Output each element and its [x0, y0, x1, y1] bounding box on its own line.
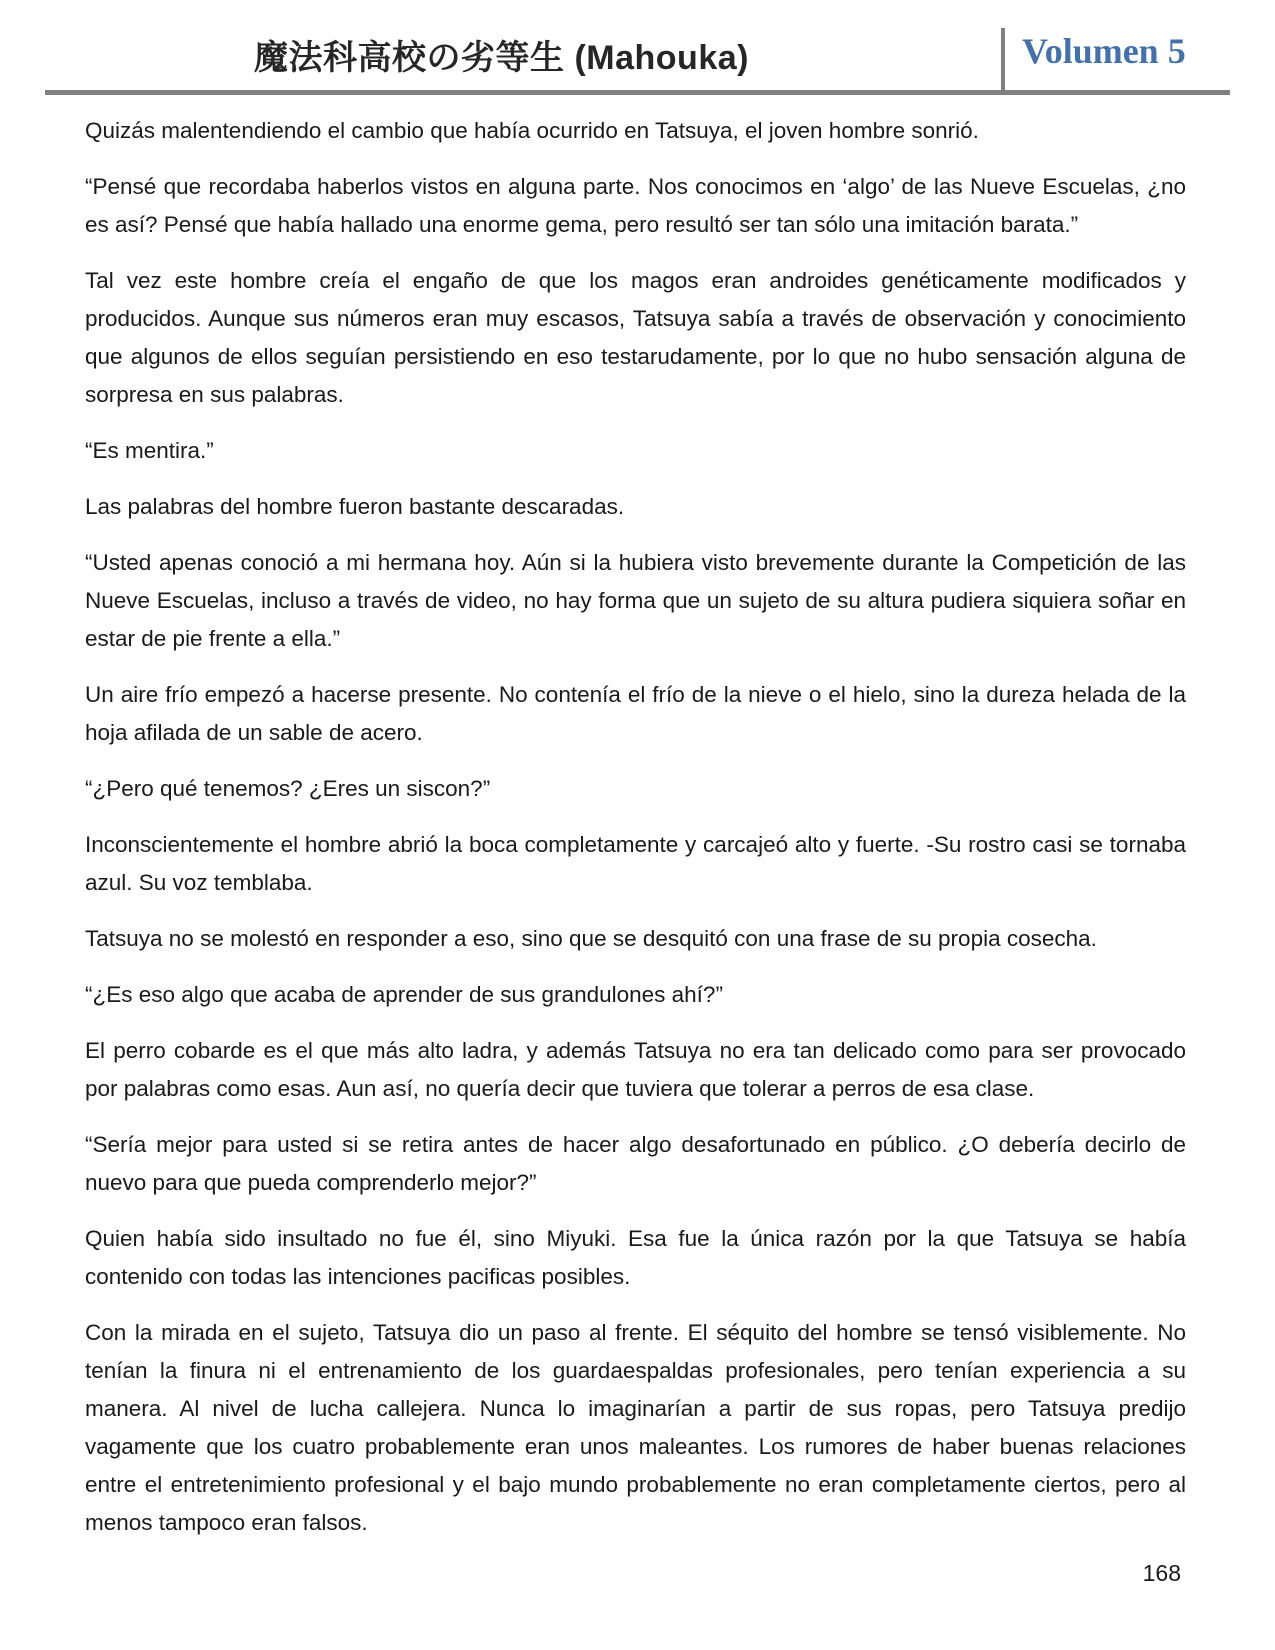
body-paragraph: El perro cobarde es el que más alto ladra, y además Tatsuya no era tan delicado como para ser provocado por palabras como esas. Aun así, no quería decir que tuviera que tolerar a perros de esa clase. [85, 1038, 1186, 1101]
body-paragraph: Con la mirada en el sujeto, Tatsuya dio un paso al frente. El séquito del hombre se tensó visiblemente. No tenían la finura ni el entrenamiento de los guardaespaldas profesionales, pero tenían experiencia a su manera. Al nivel de lucha callejera. Nunca lo imaginarían a partir de sus ropas, pero Tatsuya predijo vagamente que los cuatro probablemente eran unos maleantes. Los rumores de haber buenas relaciones entre el entretenimiento profesional y el bajo mundo probablemente no eran completamente ciertos, pero al menos tampoco eran falsos. [85, 1320, 1186, 1535]
body-paragraph: “¿Es eso algo que acaba de aprender de sus grandulones ahí?” [85, 982, 723, 1007]
volume-label: Volumen 5 [1022, 31, 1186, 71]
page-body [0, 95, 1275, 1560]
body-paragraph: Tatsuya no se molestó en responder a eso, sino que se desquitó con una frase de su propia cosecha. [85, 926, 1097, 951]
body-paragraph: “Usted apenas conoció a mi hermana hoy. Aún si la hubiera visto brevemente durante la Competición de las Nueve Escuelas, incluso a través de video, no hay forma que un sujeto de su altura pudiera siquiera soñar en estar de pie frente a ella.” [85, 550, 1186, 651]
body-paragraph: Las palabras del hombre fueron bastante descaradas. [85, 494, 625, 519]
header-vertical-divider [1001, 28, 1005, 90]
body-paragraph: “Pensé que recordaba haberlos vistos en alguna parte. Nos conocimos en ‘algo’ de las Nueve Escuelas, ¿no es así? Pensé que había hallado una enorme gema, pero resultó ser tan sólo una imitación barata.” [85, 174, 1186, 237]
body-paragraph: “Sería mejor para usted si se retira antes de hacer algo desafortunado en público. ¿O debería decirlo de nuevo para que pueda comprenderlo mejor?” [85, 1132, 1186, 1195]
document-title: 魔法科高校の劣等生 (Mahouka) [254, 39, 749, 77]
body-paragraph: Inconscientemente el hombre abrió la boca completamente y carcajeó alto y fuerte. -Su rostro casi se tornaba azul. Su voz temblaba. [85, 832, 1186, 895]
page-number: 168 [1142, 1560, 1181, 1586]
body-paragraph: Tal vez este hombre creía el engaño de que los magos eran androides genéticamente modificados y producidos. Aunque sus números eran muy escasos, Tatsuya sabía a través de observación y conocimiento que algunos de ellos seguían persistiendo en eso testarudamente, por lo que no hubo sensación alguna de sorpresa en sus palabras. [85, 268, 1186, 407]
body-paragraph: Un aire frío empezó a hacerse presente. No contenía el frío de la nieve o el hielo, sino la dureza helada de la hoja afilada de un sable de acero. [85, 682, 1186, 745]
body-paragraph: “Es mentira.” [85, 438, 214, 463]
page-header [0, 0, 1275, 95]
body-paragraph: Quizás malentendiendo el cambio que había ocurrido en Tatsuya, el joven hombre sonrió. [85, 118, 979, 143]
body-paragraph: “¿Pero qué tenemos? ¿Eres un siscon?” [85, 776, 491, 801]
body-paragraph: Quien había sido insultado no fue él, sino Miyuki. Esa fue la única razón por la que Tatsuya se había contenido con todas las intenciones pacificas posibles. [85, 1226, 1186, 1289]
